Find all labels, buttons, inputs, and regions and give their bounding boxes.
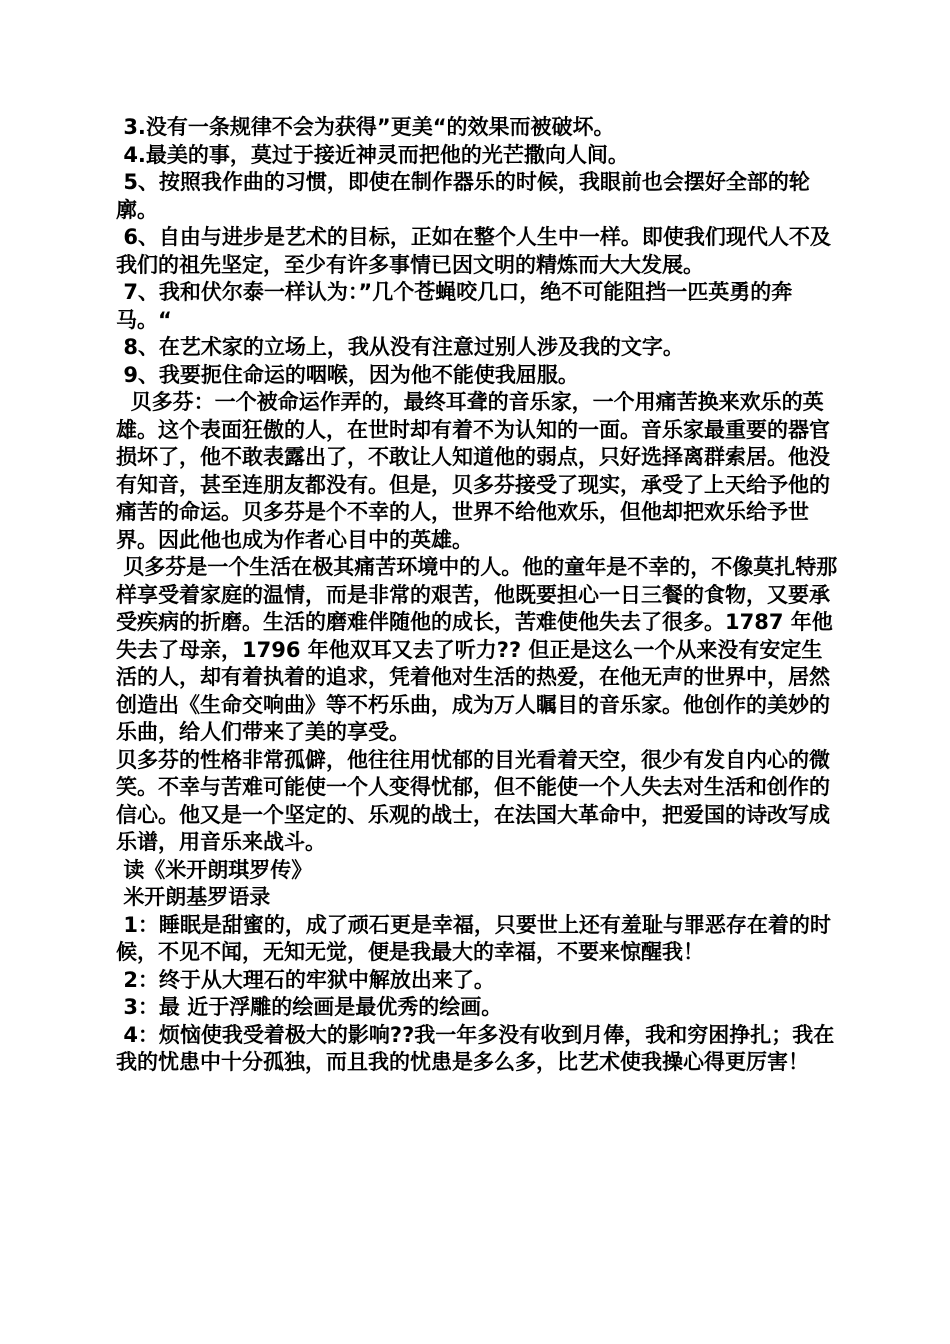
paragraph-quote-6: 6、自由与进步是艺术的目标，正如在整个人生中一样。即使我们现代人不及我们的祖先坚定，至少有许多事情已因文明的精炼而大大发展。 (116, 225, 831, 277)
paragraph-quote-4: 4.最美的事，莫过于接近神灵而把他的光芒撒向人间。 (116, 142, 629, 167)
paragraph-michelangelo-quote-3: 3：最 近于浮雕的绘画是最优秀的绘画。 (116, 995, 503, 1019)
paragraph-michelangelo-quote-2: 2：终于从大理石的牢狱中解放出来了。 (116, 967, 495, 992)
document-body (116, 114, 838, 1077)
paragraph-beethoven-hero: 贝多芬：一个被命运作弄的，最终耳聋的音乐家，一个用痛苦换来欢乐的英雄。这个表面狂傲的人，在世时却有着不为认知的一面。音乐家最重要的器官损坏了，他不敢表露出了，不敢让人知道他的弱点，只好选择离群索居。他没有知音，甚至连朋友都没有。但是，贝多芬接受了现实，承受了上天给予他的痛苦的命运。贝多芬是个不幸的人，世界不给他欢乐，但他却把欢乐给予世界。因此他也成为作者心目中的英雄。 (116, 390, 830, 552)
paragraph-michelangelo-quote-4: 4：烦恼使我受着极大的影响??我一年多没有收到月俸，我和穷困挣扎；我在我的忧患中十分孤独，而且我的忧患是多么多，比艺术使我操心得更厉害！ (116, 1022, 835, 1074)
section-heading-michelangelo: 读《米开朗琪罗传》 (116, 857, 313, 882)
paragraph-beethoven-life: 贝多芬是一个生活在极其痛苦环境中的人。他的童年是不幸的，不像莫扎特那样享受着家庭的温情，而是非常的艰苦，他既要担心一日三餐的食物，又要承受疾病的折磨。生活的磨难伴随他的成长，苦难使他失去了很多。1787 年他失去了母亲，1796 年他双耳又去了听力?? 但正是这么一个从来没有安定生活的人，却有着执着的追求，凭着他对生活的热爱，在他无声的世界中，居然创造出《生命交响曲》等不朽乐曲，成为万人瞩目的音乐家。他创作的美妙的乐曲，给人们带来了美的享受。 (116, 555, 838, 744)
paragraph-michelangelo-quote-1: 1：睡眠是甜蜜的，成了顽石更是幸福，只要世上还有羞耻与罪恶存在着的时候，不见不闻，无知无觉，便是我最大的幸福，不要来惊醒我！ (116, 912, 831, 964)
paragraph-quote-5: 5、按照我作曲的习惯，即使在制作器乐的时候，我眼前也会摆好全部的轮廓。 (116, 170, 810, 222)
paragraph-quote-8: 8、在艺术家的立场上，我从没有注意过别人涉及我的文字。 (116, 335, 684, 359)
paragraph-quote-3: 3.没有一条规律不会为获得”更美“的效果而被破坏。 (116, 115, 615, 139)
paragraph-quote-9: 9、我要扼住命运的咽喉，因为他不能使我屈服。 (116, 362, 579, 387)
subheading-michelangelo-quotes: 米开朗基罗语录 (116, 885, 271, 909)
paragraph-quote-7: 7、我和伏尔泰一样认为：”几个苍蝇咬几口，绝不可能阻挡一匹英勇的奔马。“ (116, 280, 793, 332)
paragraph-beethoven-character: 贝多芬的性格非常孤僻，他往往用忧郁的目光看着天空，很少有发自内心的微笑。不幸与苦难可能使一个人变得忧郁，但不能使一个人失去对生活和创作的信心。他又是一个坚定的、乐观的战士，在法国大革命中，把爱国的诗改写成乐谱，用音乐来战斗。 (116, 747, 830, 854)
